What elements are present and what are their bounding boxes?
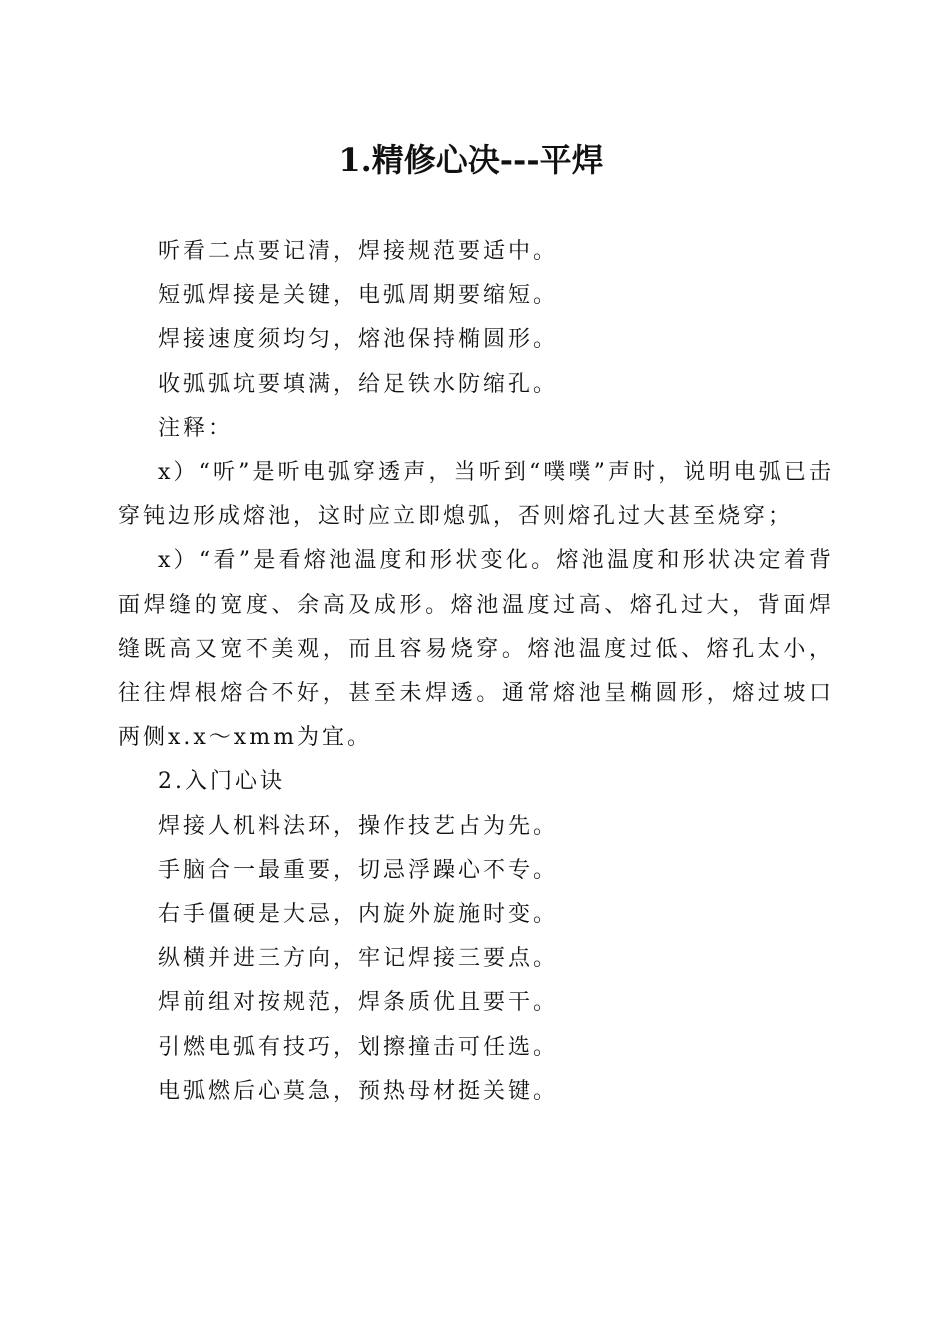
verse-line: 右手僵硬是大忌，内旋外旋施时变。 bbox=[158, 902, 559, 928]
section-heading: 2.入门心诀 bbox=[158, 769, 285, 795]
note-paragraph: x）“听”是听电弧穿透声，当听到“噗噗”声时，说明电弧已击穿钝边形成熔池，这时应立即熄弧，否则熔孔过大甚至烧穿； bbox=[118, 460, 834, 530]
verse-line: 电弧燃后心莫急，预热母材挺关键。 bbox=[158, 1078, 559, 1104]
verse-line: 纵横并进三方向，牢记焊接三要点。 bbox=[158, 946, 559, 972]
note-paragraph: x）“看”是看熔池温度和形状变化。熔池温度和形状决定着背面焊缝的宽度、余高及成形。熔池温度过高、熔孔过大，背面焊缝既高又宽不美观，而且容易烧穿。熔池温度过低、熔孔太小，往往焊根熔合不好，甚至未焊透。通常熔池呈椭圆形，熔过坡口两侧x.x～xmm为宜。 bbox=[118, 548, 834, 751]
verse-line: 短弧焊接是关键，电弧周期要缩短。 bbox=[158, 283, 559, 309]
verse-line: 听看二点要记清，焊接规范要适中。 bbox=[158, 239, 559, 264]
verse-line: 焊接速度须均匀，熔池保持椭圆形。 bbox=[158, 327, 559, 353]
verse-line: 焊前组对按规范，焊条质优且要干。 bbox=[158, 990, 559, 1016]
verse-line: 引燃电弧有技巧，划擦撞击可任选。 bbox=[158, 1034, 559, 1060]
document-body bbox=[118, 230, 834, 1114]
verse-line: 手脑合一最重要，切忌浮躁心不专。 bbox=[158, 857, 559, 883]
document-title: 1.精修心决---平焊 bbox=[338, 141, 604, 179]
verse-line: 收弧弧坑要填满，给足铁水防缩孔。 bbox=[158, 371, 559, 397]
verse-line: 焊接人机料法环，操作技艺占为先。 bbox=[158, 813, 559, 839]
notes-heading: 注释： bbox=[158, 415, 234, 441]
